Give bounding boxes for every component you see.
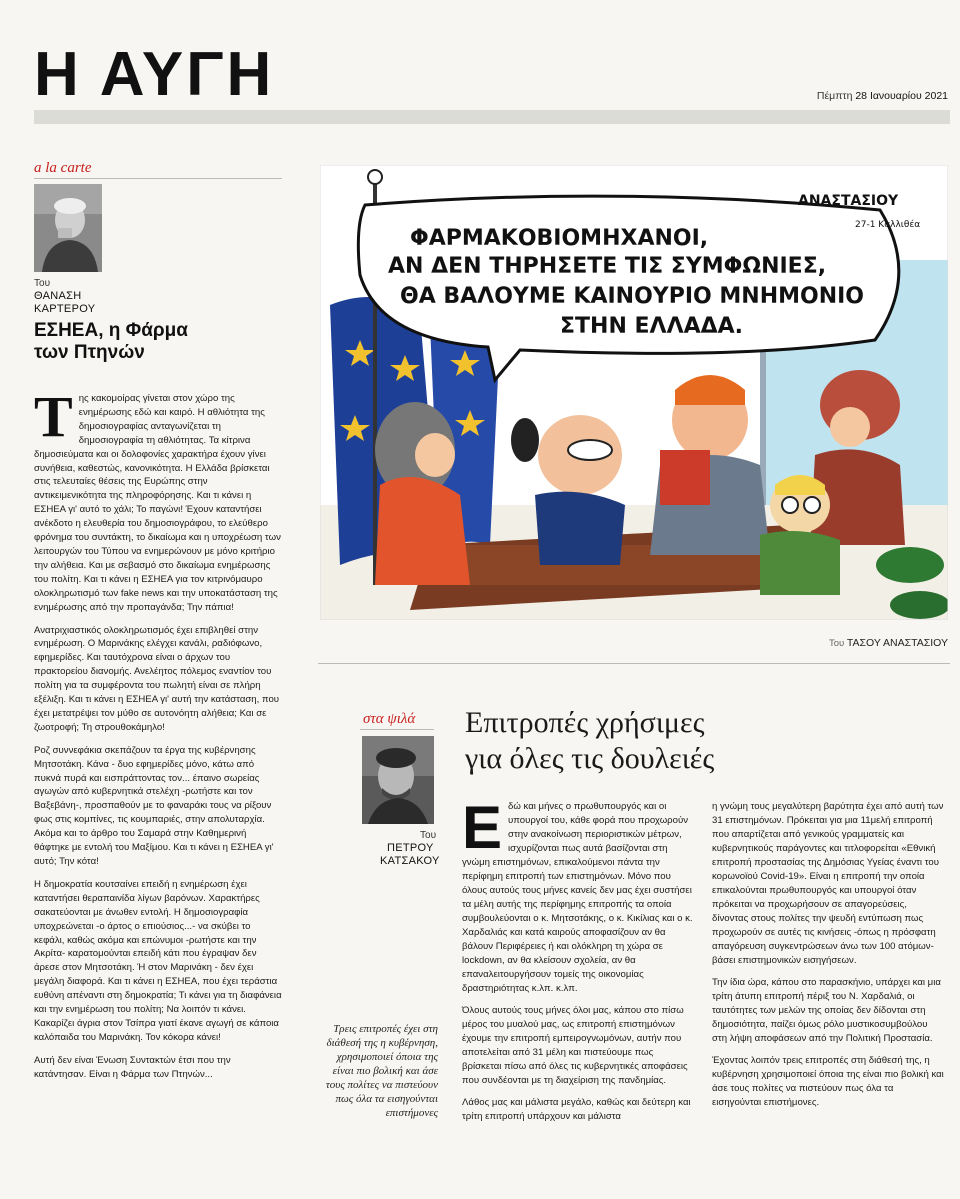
- issue-date: [817, 90, 948, 102]
- paragraph: Ροζ συννεφάκια σκεπάζουν τα έργα της κυβέρνησης Μητσοτάκη. Κάνα - δυο εφημερίδες μόνο, κάτω από πυκνά πυρά και εισπράττοντας τον... έπαινο σωρείας αγωγών από κυβερνητικά στελέχη -ρωτήστε και τον Βαξεβάνη-, προσπαθούν με το φαναράκι τους να ρίξουν φως στις κομπίνες, τις κουμπαριές, στην απολυταρχία. Ακόμα και το άρθρο του Σαμαρά στην Καθημερινή θάφτηκε με εντολή του Μαξίμου. Και τι κάνει η ΕΣΗΕΑ γι' αυτό; Την κότα!: [34, 744, 274, 867]
- cartoonist-signature: ΑΝΑΣΤΑΣΙΟΥ: [798, 193, 899, 209]
- paragraph: Εδώ και μήνες ο πρωθυπουργός και οι υπουργοί του, κάθε φορά που προχωρούν στην ανακοίνωση περιοριστικών μέτρων, ισχυρίζονται πως αυτά βασίζονται στη γνώμη επιστημόνων, επικαλούμενοι πάντα την περίφημη επιτροπή των επιστημόνων. Μόνο που όλους αυτούς τους μήνες κανείς δεν μας έχει συστήσει τα μέλη αυτής της περίφημης επιτροπής τα οποία συμβουλεύονται ο κ. Μητσοτάκης, ο κ. Κικίλιας και ο κ. Χαρδαλιάς και κατά καιρούς αποφασίζουν αν θα βάλουν Περιφέρειες ή και ολόκληρη τη χώρα σε lockdown, αν θα κλείσουν σχολεία, αν θα επαναλειτουργήσουν τομείς της οικονομίας δραστηριότητας κ.λπ. κ.λπ.: [462, 794, 693, 994]
- dropcap: Τ: [34, 384, 73, 449]
- speech-line-1: ΦΑΡΜΑΚΟΒΙΟΜΗΧΑΝΟΙ,: [410, 226, 709, 251]
- speech-line-3: ΘΑ ΒΑΛΟΥΜΕ ΚΑΙΝΟΥΡΙΟ ΜΝΗΜΟΝΙΟ: [400, 284, 865, 309]
- paragraph: Της κακομοίρας γίνεται στον χώρο της ενημέρωσης εδώ και καιρό. Η αθλιότητα της δημοσιογραφίας ανταγωνίζεται τη δημοσιογραφία τη αθλιότητας. Τα κίτρινα δημοσιεύματα και οι δολοφονίες χαρακτήρα έχουν γίνει συνήθεια, καθεστώς, κανονικότητα. Η Ελλάδα βρίσκεται στις τελευταίες θέσεις της Ευρώπης στην αντικειμενικότητα της πληροφόρησης. Και τι κάνει η ΕΣΗΕΑ γι' αυτό το χάλι; Το παγώνι! Έχουν καταντήσει ανέκδοτο η ελευθερία του δημοσιογράφου, το ελεύθερο φρόνημα του συντάκτη, το δικαίωμα και η υποχρέωση των λειτουργών του Τύπου να ενημερώνουν με μόνο κριτήριο την αλήθεια. Και με σεβασμό στο δικαίωμα ενημέρωσης του πολίτη. Και τι κάνει η ΕΣΗΕΑ για τον κιτρινόμαυρο ολοκληρωτισμό των fake news και την υποκατάσταση της ενημέρωσης από την προπαγάνδα; Την πάπια!: [34, 384, 281, 613]
- political-cartoon: [320, 165, 948, 620]
- speech-line-2: ΑΝ ΔΕΝ ΤΗΡΗΣΕΤΕ ΤΙΣ ΣΥΜΦΩΝΙΕΣ,: [388, 254, 827, 279]
- rubric-sta-psila: στα ψιλά: [363, 711, 416, 727]
- article-headline-epitropes: [465, 705, 935, 777]
- headline-line-1: Επιτροπές χρήσιμες: [465, 706, 705, 739]
- author-photo-katsakos: [362, 736, 434, 824]
- signature-date: 27-1 Καλλιθέα: [855, 220, 921, 230]
- article-body-col-2: [462, 794, 694, 1132]
- byline-prefix: Του: [34, 278, 51, 289]
- cartoon-credit: [829, 637, 948, 649]
- rubric-rule: [34, 178, 282, 179]
- credit-prefix: Του: [828, 638, 845, 649]
- author-last-name: ΚΑΤΣΑΚΟΥ: [380, 855, 440, 867]
- paragraph: Η δημοκρατία κουτσαίνει επειδή η ενημέρωση έχει καταντήσει θεραπαινίδα λίγων βαρόνων. Χαρακτήρες σακατεύονται με άνωθεν εντολή. Η δημοσιογραφία υποχρεώνεται -ο άρτος ο επιούσιος...- να σκύβει το κεφάλι, καθώς ακόμα και επώνυμοι -ρωτήστε και την Ακρίτα- καρατομούνται επειδή κάτι που έγραψαν δεν άρεσε στον Μητσοτάκη. Ή στον Μαρινάκη - δεν έχει μεγάλη διαφορά. Και τι κάνει η ΕΣΗΕΑ, που έχει τεράστια ευθύνη απέναντι στη δημοκρατία; Τι κάνει για τη διαφάνεια και την ενημέρωση του πολίτη; Να λοιπόν τι κάνει. Κακαρίζει άγρια στον Τσίπρα γιατί έκανε αγωγή σε κάποια καλόπαιδα του Μαρινάκη. Τον κόκορα κάνει!: [34, 878, 282, 1043]
- paragraph: Την ίδια ώρα, κάπου στο παρασκήνιο, υπάρχει και μια τρίτη άτυπη επιτροπή πέριξ του Ν. Χαρδαλιά, οι ταυτότητες των μελών της οποίας δεν δίδονται στη δημοσιότητα, παίζει όμως ρόλο μυστικοσυμβούλου στη λήψη αποφάσεων από την Πολιτική Προστασία.: [712, 977, 941, 1044]
- author-photo-karteros: [34, 184, 102, 272]
- issue-day: Πέμπτη: [816, 90, 853, 102]
- dropcap: Ε: [462, 794, 503, 861]
- article-body-col-3: [712, 800, 944, 1118]
- masthead-title: Η ΑΥΓΗ: [34, 40, 275, 109]
- author-first-name: ΘΑΝΑΣΗ: [34, 290, 82, 302]
- rubric-a-la-carte: a la carte: [34, 160, 92, 176]
- byline-prefix: Του: [420, 830, 437, 841]
- article-headline-eshea: ΕΣΗΕΑ, η Φάρμα των Πτηνών: [34, 320, 188, 363]
- paragraph: Έχοντας λοιπόν τρεις επιτροπές στη διάθεσή της, η κυβέρνηση χρησιμοποιεί όποια της είναι πιο βολική και άσε τους πολίτες να πιστεύουν πως όλα τα εισηγούνται επιστήμονες.: [712, 1055, 944, 1108]
- headline-line-2: για όλες τις δουλειές: [465, 742, 715, 775]
- author-last-name: ΚΑΡΤΕΡΟΥ: [34, 303, 96, 315]
- rubric-rule: [360, 729, 434, 730]
- article-body-eshea: [34, 384, 282, 1091]
- section-separator: [318, 663, 950, 664]
- paragraph: Όλους αυτούς τους μήνες όλοι μας, κάπου στο πίσω μέρος του μυαλού μας, ως επιτροπή επιστημόνων έχουμε την επιτροπή εμπειρογνωμόνων, αυτήν που αποτελείται από 31 μέλη και πιστεύουμε πως βρίσκεται πίσω από όλες τις κυβερνητικές αποφάσεις που συνδέονται με τη διαχείριση της πανδημίας.: [462, 1005, 688, 1086]
- paragraph: Λάθος μας και μάλιστα μεγάλο, καθώς και δεύτερη και τρίτη επιτροπή υπάρχουν και μάλιστα: [462, 1097, 691, 1122]
- date-bar: [34, 110, 950, 124]
- paragraph: Ανατριχιαστικός ολοκληρωτισμός έχει επιβληθεί στην ενημέρωση. Ο Μαρινάκης ελέγχει κανάλι, ραδιόφωνο, εφημερίδες. Και ταυτόχρονα είναι ο άρχων του πρακτορείου διανομής. Ανελέητος πόλεμος εναντίον του πολίτη για τα συμφέροντα του πωλητή είναι σε πλήρη εξέλιξη. Και τι κάνει η ΕΣΗΕΑ γι' αυτή την κατάσταση, που έχει μετατρέψει τον μύθο σε αυτονόητη αλήθεια; Και σε ζωοτροφή; Τη στρουθοκάμηλο!: [34, 624, 280, 733]
- author-first-name: ΠΕΤΡΟΥ: [387, 842, 434, 854]
- credit-name: ΤΑΣΟΥ ΑΝΑΣΤΑΣΙΟΥ: [846, 637, 948, 649]
- paragraph: Αυτή δεν είναι Ένωση Συντακτών έτσι που την κατάντησαν. Είναι η Φάρμα των Πτηνών...: [34, 1054, 231, 1080]
- paragraph: η γνώμη τους μεγαλύτερη βαρύτητα έχει από αυτή των 31 επιστημόνων. Πρόκειται για μια 11μελή επιτροπή που απαρτίζεται από γενικούς γραμματείς και κυβερνητικούς παράγοντες και τιτλοφορείται «Εθνική επιτροπή προστασίας της Δημόσιας Υγείας έναντι του κορωνοϊού Covid-19». Είναι η επιτροπή την οποία επικαλούνται πρωθυπουργός και υπουργοί όταν πρόκειται να προχωρήσουν σε απαγορεύσεις, δίνοντας στους πολίτες την ψευδή εντύπωση πως προχωρούν σε αυτές τις κινήσεις -όπως η πρόσφατη απαγόρευση συγκεντρώσεων άνω των 100 ατόμων- βάσει επιστημονικών εισηγήσεων.: [712, 801, 944, 966]
- pull-quote: Τρεις επιτροπές έχει στη διάθεσή της η κυβέρνηση, χρησιμοποιεί όποια της είναι πιο βολική και άσε τους πολίτες να πιστεύουν πως όλα τα εισηγούνται επιστήμονες: [325, 1023, 438, 1119]
- speech-line-4: ΣΤΗΝ ΕΛΛΑΔΑ.: [560, 314, 744, 339]
- issue-date-full: 28 Ιανουαρίου 2021: [855, 90, 948, 102]
